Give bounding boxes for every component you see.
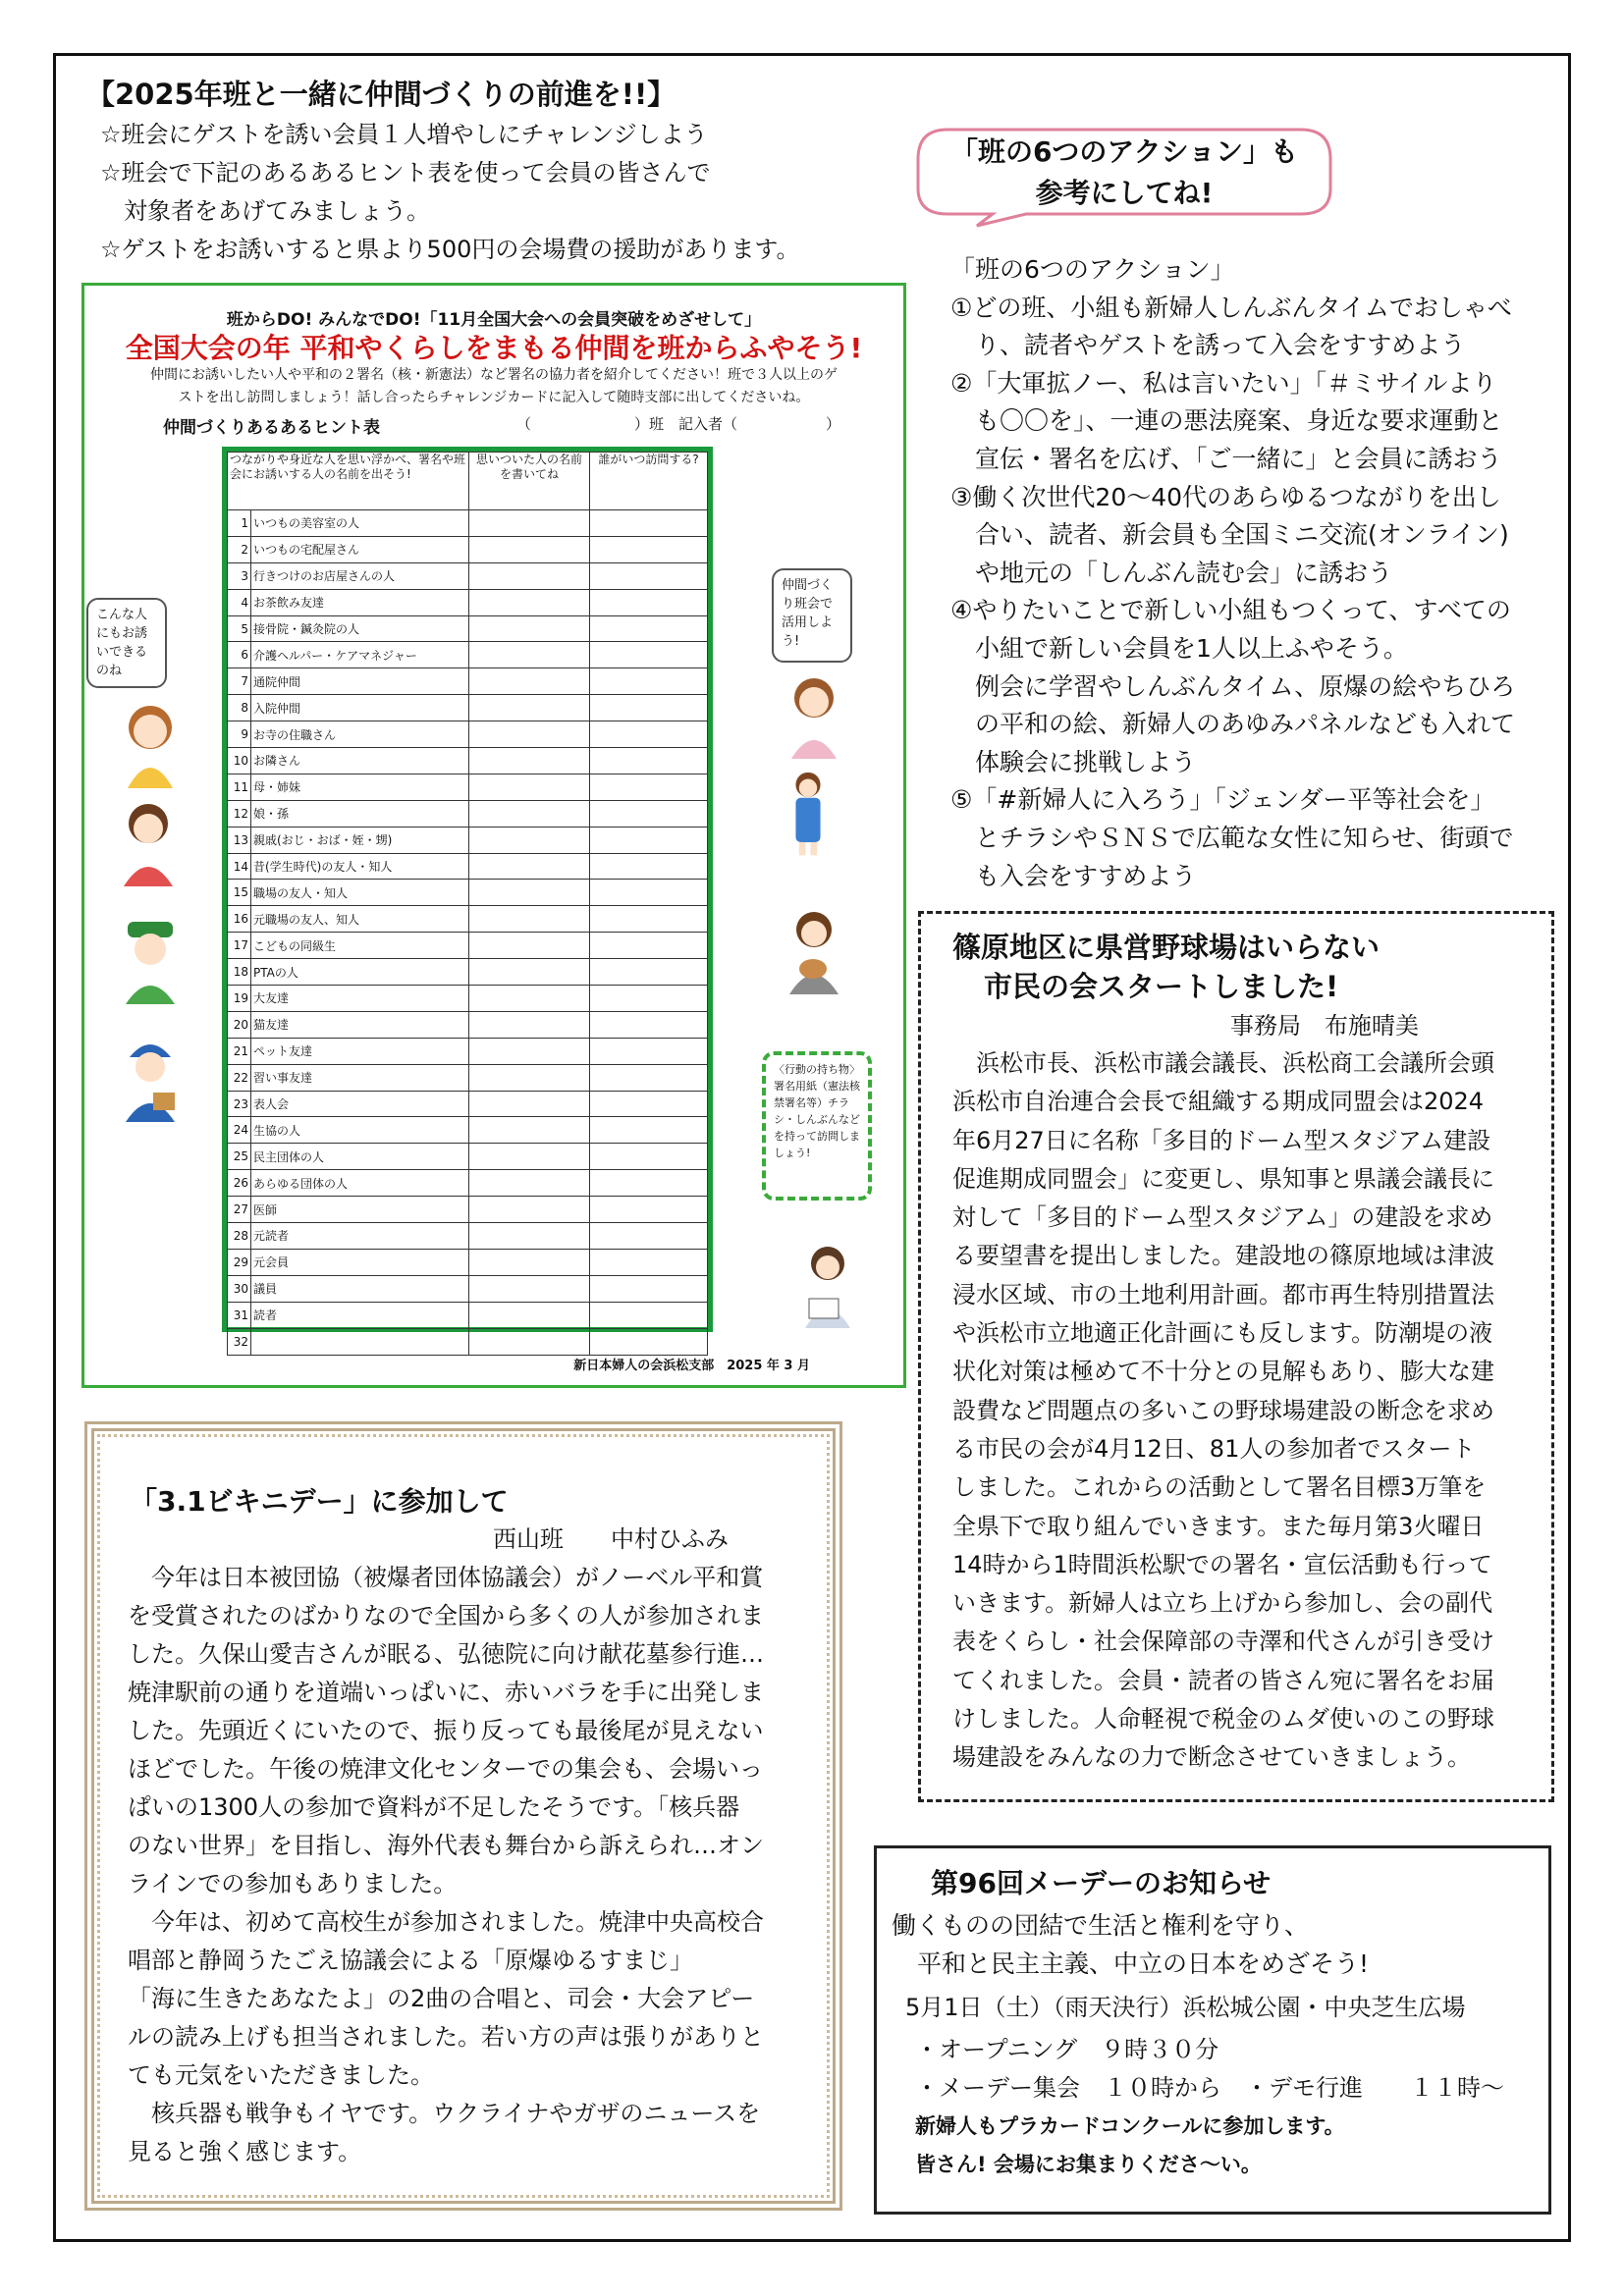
intro-line: ☆班会にゲストを誘い会員１人増やしにチャレンジしよう [100, 121, 708, 148]
mayday-body [892, 1906, 1504, 2184]
row-name-cell[interactable] [469, 721, 590, 748]
header-prompt: つながりや身近な人を思い浮かべ、署名や班会にお誘いする人の名前を出そう! [228, 453, 469, 510]
row-category: お隣さん [251, 748, 469, 774]
row-number: 21 [228, 1038, 251, 1064]
table-row [228, 615, 708, 642]
row-number: 23 [228, 1091, 251, 1117]
row-number: 9 [228, 721, 251, 748]
action-line: 例会に学習やしんぶんタイム、原爆の絵やちひろ [950, 671, 1516, 701]
row-name-cell[interactable] [469, 1249, 590, 1275]
reading-person-illustration-icon [791, 1238, 864, 1328]
woman-illustration-icon [778, 668, 850, 759]
row-category: 娘・孫 [251, 800, 469, 827]
row-name-cell[interactable] [469, 642, 590, 668]
row-visit-cell[interactable] [590, 1223, 708, 1250]
table-row [228, 1223, 708, 1250]
row-number: 14 [228, 853, 251, 880]
row-visit-cell[interactable] [590, 933, 708, 959]
row-name-cell[interactable] [469, 959, 590, 986]
row-visit-cell[interactable] [590, 536, 708, 562]
mayday-schedule: ・メーデー集会 １０時から ・デモ行進 １１時～ [915, 2074, 1504, 2102]
table-row [228, 1091, 708, 1117]
bikini-line: ぱいの1300人の参加で資料が不足したそうです。「核兵器 [128, 1793, 740, 1821]
row-category: ペット友達 [251, 1038, 469, 1064]
row-visit-cell[interactable] [590, 642, 708, 668]
bikini-line: ラインでの参加もありました。 [128, 1870, 458, 1897]
row-category: 親戚(おじ・おば・姪・甥) [251, 827, 469, 853]
table-row [228, 668, 708, 695]
table-row [228, 1117, 708, 1144]
action-line: ②「大軍拡ノー、私は言いたい」「＃ミサイルより [950, 368, 1497, 398]
shinohara-line: や浜松市立地適正化計画にも反します。防潮堤の液 [952, 1319, 1493, 1348]
row-name-cell[interactable] [469, 1064, 590, 1091]
speech-bubble-right [772, 568, 852, 663]
delivery-worker-illustration-icon [114, 1032, 187, 1122]
mayday-schedule: ・オープニング ９時３０分 [915, 2036, 1219, 2063]
shinohara-line: 促進期成同盟会」に変更し、県知事と県議会議長に [952, 1164, 1494, 1193]
table-row [228, 1038, 708, 1064]
row-name-cell[interactable] [469, 589, 590, 615]
row-category: 接骨院・鍼灸院の人 [251, 615, 469, 642]
row-visit-cell[interactable] [590, 827, 708, 853]
row-visit-cell[interactable] [590, 562, 708, 589]
row-visit-cell[interactable] [590, 510, 708, 537]
row-visit-cell[interactable] [590, 1275, 708, 1302]
shinohara-title: 篠原地区に県営野球場はいらない [952, 931, 1380, 964]
table-row [228, 1328, 708, 1355]
intro-lines [100, 116, 799, 269]
table-row [228, 959, 708, 986]
table-row [228, 1144, 708, 1170]
shinohara-line: てくれました。会員・読者の皆さん宛に署名をお届 [952, 1666, 1494, 1694]
bikini-line: ルの読み上げも担当されました。若い方の声は張りがありと [128, 2023, 764, 2051]
row-number: 8 [228, 695, 251, 721]
hint-sheet [81, 283, 906, 1388]
row-name-cell[interactable] [469, 880, 590, 906]
row-name-cell[interactable] [469, 1275, 590, 1302]
bikini-line: 今年は日本被団協（被爆者団体協議会）がノーベル平和賞 [128, 1564, 764, 1591]
row-number: 16 [228, 906, 251, 933]
table-row [228, 880, 708, 906]
row-category: 民主団体の人 [251, 1144, 469, 1170]
table-row [228, 933, 708, 959]
row-visit-cell[interactable] [590, 880, 708, 906]
row-name-cell[interactable] [469, 1170, 590, 1197]
items-bubble [762, 1051, 872, 1201]
mayday-slogan: 働くものの団結で生活と権利を守り、 [892, 1911, 1310, 1940]
speech-bubble-text: こんな人にもお誘いできるのね [96, 608, 148, 678]
row-category [251, 1328, 469, 1355]
row-visit-cell[interactable] [590, 906, 708, 933]
bikini-author: 西山班 中村ひふみ [493, 1525, 729, 1553]
row-number: 17 [228, 933, 251, 959]
row-name-cell[interactable] [469, 1091, 590, 1117]
row-name-cell[interactable] [469, 1302, 590, 1328]
row-category: 元読者 [251, 1223, 469, 1250]
row-number: 30 [228, 1275, 251, 1302]
row-category: 議員 [251, 1275, 469, 1302]
row-category: 習い事友達 [251, 1064, 469, 1091]
table-row [228, 1064, 708, 1091]
action-line: 合い、読者、新会員も全国ミニ交流(オンライン) [950, 520, 1509, 550]
row-number: 15 [228, 880, 251, 906]
action-bubble-line: 「班の6つのアクション」も [949, 135, 1299, 168]
action-line: ③働く次世代20～40代のあらゆるつながりを出し [950, 482, 1501, 511]
table-row [228, 721, 708, 748]
row-number: 2 [228, 536, 251, 562]
row-category: 母・姉妹 [251, 774, 469, 800]
row-number: 19 [228, 986, 251, 1012]
action-line: や地元の「しんぶん読む会」に誘おう [950, 558, 1393, 587]
shinohara-author: 事務局 布施晴美 [1230, 1012, 1419, 1040]
shinohara-line: 状化対策は極めて不十分との見解もあり、膨大な建 [952, 1358, 1494, 1386]
action-line: とチラシやＳＮＳで広範な女性に知らせ、街頭で [950, 823, 1514, 852]
row-category: 行きつけのお店屋さんの人 [251, 562, 469, 589]
row-category: PTAの人 [251, 959, 469, 986]
shinohara-subtitle: 市民の会スタートしました! [984, 970, 1339, 1003]
row-name-cell[interactable] [469, 853, 590, 880]
row-name-cell[interactable] [469, 933, 590, 959]
caregiver-illustration-icon [772, 767, 844, 857]
woman-with-dog-illustration-icon [778, 904, 850, 994]
row-name-cell[interactable] [469, 748, 590, 774]
row-name-cell[interactable] [469, 615, 590, 642]
action-line: ④やりたいことで新しい小組もつくって、すべての [950, 596, 1511, 625]
row-name-cell[interactable] [469, 510, 590, 537]
row-name-cell[interactable] [469, 668, 590, 695]
row-visit-cell[interactable] [590, 1117, 708, 1144]
row-name-cell[interactable] [469, 774, 590, 800]
action-bubble-text [908, 132, 1340, 214]
row-number: 5 [228, 615, 251, 642]
row-category: お茶飲み友達 [251, 589, 469, 615]
row-visit-cell[interactable] [590, 774, 708, 800]
action-line: も入会をすすめよう [950, 861, 1197, 890]
bikini-line: した。先頭近くにいたので、振り反っても最後尾が見えない [128, 1717, 764, 1744]
row-category: 医師 [251, 1197, 469, 1223]
row-category: 読者 [251, 1302, 469, 1328]
mayday-note: 新婦人もプラカードコンクールに参加します。 [915, 2114, 1345, 2138]
row-category: お寺の住職さん [251, 721, 469, 748]
action-line: も〇〇を」、一連の悪法廃案、身近な要求運動と [950, 406, 1503, 436]
bikini-line: を受賞されたのばかりなので全国から多くの人が参加されま [128, 1602, 764, 1629]
row-number: 13 [228, 827, 251, 853]
row-name-cell[interactable] [469, 1144, 590, 1170]
shinohara-line: 全県下で取り組んでいきます。また毎月第3火曜日 [952, 1512, 1485, 1540]
hint-sheet-headline: 全国大会の年 平和やくらしをまもる仲間を班からふやそう! [125, 332, 863, 364]
six-actions-list [950, 251, 1515, 895]
row-name-cell[interactable] [469, 695, 590, 721]
row-number: 1 [228, 510, 251, 537]
row-visit-cell[interactable] [590, 853, 708, 880]
row-number: 20 [228, 1011, 251, 1038]
row-name-cell[interactable] [469, 1117, 590, 1144]
shinohara-line: 浸水区域、市の土地利用計画。都市再生特別措置法 [952, 1280, 1494, 1308]
action-bubble-line: 参考にしてね! [1035, 177, 1214, 209]
row-number: 27 [228, 1197, 251, 1223]
row-name-cell[interactable] [469, 986, 590, 1012]
hint-sheet-instruction: ストを出し訪問しましょう！話し合ったらチャレンジカードに記入して随時支部に出してくださいね。 [178, 390, 810, 405]
row-name-cell[interactable] [469, 1197, 590, 1223]
table-row [228, 1302, 708, 1328]
bikini-title: 「3.1ビキニデー」に参加して [130, 1485, 509, 1518]
woman-illustration-icon [114, 698, 187, 788]
action-line: ①どの班、小組も新婦人しんぶんタイムでおしゃべ [950, 293, 1512, 322]
row-visit-cell[interactable] [590, 1328, 708, 1355]
table-row [228, 827, 708, 853]
woman-illustration-icon [112, 796, 185, 886]
row-visit-cell[interactable] [590, 959, 708, 986]
row-number: 11 [228, 774, 251, 800]
intro-title: 【2025年班と一緒に仲間づくりの前進を!!】 [86, 78, 677, 111]
table-row [228, 853, 708, 880]
row-category: こどもの同級生 [251, 933, 469, 959]
header-visit: 誰がいつ訪問する? [590, 453, 708, 510]
row-number: 31 [228, 1302, 251, 1328]
table-row [228, 906, 708, 933]
bikini-line: 見ると強く感じます。 [128, 2138, 362, 2165]
table-row [228, 774, 708, 800]
row-category: 元会員 [251, 1249, 469, 1275]
row-visit-cell[interactable] [590, 589, 708, 615]
bikini-line: のない世界」を目指し、海外代表も舞台から訴えられ…オン [128, 1832, 764, 1859]
shinohara-line: 浜松市長、浜松市議会議長、浜松商工会議所会頭 [952, 1049, 1494, 1077]
row-name-cell[interactable] [469, 1223, 590, 1250]
row-name-cell[interactable] [469, 1328, 590, 1355]
row-name-cell[interactable] [469, 906, 590, 933]
row-name-cell[interactable] [469, 1038, 590, 1064]
bikini-line: 焼津駅前の通りを道端いっぱいに、赤いバラを手に出発しま [128, 1679, 764, 1706]
table-row [228, 695, 708, 721]
intro-line: ☆班会で下記のあるあるヒント表を使って会員の皆さんで [100, 159, 711, 187]
action-line: 宣伝・署名を広げ、「ご一緒に」と会員に誘おう [950, 444, 1502, 473]
row-visit-cell[interactable] [590, 1038, 708, 1064]
table-row [228, 1275, 708, 1302]
bikini-line: ても元気をいただきました。 [128, 2061, 434, 2089]
row-visit-cell[interactable] [590, 615, 708, 642]
row-number: 7 [228, 668, 251, 695]
row-visit-cell[interactable] [590, 1064, 708, 1091]
row-category: 介護ヘルパー・ケアマネジャー [251, 642, 469, 668]
row-category: いつもの宅配屋さん [251, 536, 469, 562]
row-category: 大友達 [251, 986, 469, 1012]
bikini-line: 唱部と静岡うたごえ協議会による「原爆ゆるすまじ」 [128, 1947, 693, 1974]
row-number: 26 [228, 1170, 251, 1197]
header-names: 思いついた人の名前を書いてね [469, 453, 590, 510]
shinohara-line: る市民の会が4月12日、81人の参加者でスタート [952, 1434, 1476, 1463]
items-bubble-text: 〈行動の持ち物〉署名用紙（憲法核禁署名等）チラシ・しんぶんなどを持って訪問しましょう! [774, 1063, 860, 1159]
bikini-line: 今年は、初めて高校生が参加されました。焼津中央高校合 [128, 1908, 764, 1936]
row-visit-cell[interactable] [590, 748, 708, 774]
hint-table-meta: （ ）班 記入者（ ） [516, 415, 841, 433]
row-number: 25 [228, 1144, 251, 1170]
row-visit-cell[interactable] [590, 1249, 708, 1275]
bikini-line: 核兵器も戦争もイヤです。ウクライナやガザのニュースを [128, 2100, 761, 2127]
row-number: 32 [228, 1328, 251, 1355]
mayday-title: 第96回メーデーのお知らせ [931, 1867, 1272, 1899]
row-category: 表人会 [251, 1091, 469, 1117]
row-number: 28 [228, 1223, 251, 1250]
table-row [228, 536, 708, 562]
row-category: いつもの美容室の人 [251, 510, 469, 537]
row-number: 6 [228, 642, 251, 668]
table-row [228, 1249, 708, 1275]
bikini-body [128, 1559, 764, 2171]
shinohara-line: けしました。人命軽視で税金のムダ使いのこの野球 [952, 1705, 1494, 1734]
row-visit-cell[interactable] [590, 668, 708, 695]
row-visit-cell[interactable] [590, 721, 708, 748]
row-name-cell[interactable] [469, 536, 590, 562]
action-line: ⑤「#新婦人に入ろう」「ジェンダー平等社会を」 [950, 785, 1495, 815]
action-line: り、読者やゲストを誘って入会をすすめよう [950, 331, 1466, 360]
row-name-cell[interactable] [469, 562, 590, 589]
hint-table-frame [222, 447, 713, 1349]
hint-sheet-instruction: 仲間にお誘いしたい人や平和の２署名（核・新憲法）など署名の協力者を紹介してください！班で３人以上のゲ [150, 367, 838, 383]
row-visit-cell[interactable] [590, 1011, 708, 1038]
row-number: 3 [228, 562, 251, 589]
shinohara-line: 場建設をみんなの力で断念させていきましょう。 [952, 1743, 1471, 1772]
row-number: 22 [228, 1064, 251, 1091]
speech-bubble-left [86, 598, 167, 688]
table-row [228, 986, 708, 1012]
shinohara-line: 浜松市自治連合会長で組織する期成同盟会は2024 [952, 1088, 1485, 1116]
row-number: 29 [228, 1249, 251, 1275]
shinohara-line: 年6月27日に名称「多目的ドーム型スタジアム建設 [952, 1126, 1491, 1154]
row-number: 24 [228, 1117, 251, 1144]
table-row [228, 1197, 708, 1223]
hint-table-header [228, 453, 708, 510]
row-name-cell[interactable] [469, 827, 590, 853]
row-visit-cell[interactable] [590, 800, 708, 827]
shinohara-line: いきます。新婦人は立ち上げから参加し、会の副代 [952, 1589, 1493, 1618]
mayday-date-place: 5月1日（土）（雨天決行）浜松城公園・中央芝生広場 [905, 1994, 1466, 2021]
table-row [228, 510, 708, 537]
row-category: 入院仲間 [251, 695, 469, 721]
hint-table [227, 452, 708, 1356]
table-row [228, 1170, 708, 1197]
row-visit-cell[interactable] [590, 986, 708, 1012]
shinohara-line: る要望書を提出しました。建設地の篠原地域は津波 [952, 1242, 1494, 1270]
row-visit-cell[interactable] [590, 695, 708, 721]
shinohara-line: 対して「多目的ドーム型スタジアム」の建設を求め [952, 1203, 1493, 1232]
mayday-note: 皆さん! 会場にお集まりくださ～い。 [915, 2153, 1262, 2176]
table-row [228, 642, 708, 668]
shinohara-line: 14時から1時間浜松駅での署名・宣伝活動も行って [952, 1550, 1492, 1578]
row-category: 昔(学生時代)の友人・知人 [251, 853, 469, 880]
row-name-cell[interactable] [469, 1011, 590, 1038]
row-category: 生協の人 [251, 1117, 469, 1144]
row-category: 元職場の友人、知人 [251, 906, 469, 933]
row-category: 職場の友人・知人 [251, 880, 469, 906]
intro-line: 対象者をあげてみましょう。 [100, 197, 430, 225]
row-visit-cell[interactable] [590, 1144, 708, 1170]
row-category: 猫友達 [251, 1011, 469, 1038]
bikini-line: 「海に生きたあなたよ」の2曲の合唱と、司会・大会アピー [128, 1985, 755, 2012]
shinohara-line: しました。これからの活動として署名目標3万筆を [952, 1473, 1487, 1502]
row-visit-cell[interactable] [590, 1091, 708, 1117]
shinohara-line: 設費など問題点の多いこの野球場建設の断念を求め [952, 1396, 1494, 1424]
table-row [228, 589, 708, 615]
row-category: 通院仲間 [251, 668, 469, 695]
row-category: あらゆる団体の人 [251, 1170, 469, 1197]
action-line: 「班の6つのアクション」 [950, 255, 1235, 284]
hint-sheet-slogan: 班からDO! みんなでDO!「11月全国大会への会員突破をめざせして」 [226, 310, 762, 330]
action-line: 小組で新しい会員を1人以上ふやそう。 [950, 633, 1408, 663]
bikini-line: ほどでした。午後の焼津文化センターでの集会も、会場いっ [128, 1755, 764, 1783]
hint-sheet-footer: 新日本婦人の会浜松支部 2025 年 3 月 [573, 1359, 810, 1373]
row-number: 12 [228, 800, 251, 827]
row-number: 10 [228, 748, 251, 774]
intro-line: ☆ゲストをお誘いすると県より500円の会場費の援助があります。 [100, 236, 800, 263]
mayday-slogan: 平和と民主主義、中立の日本をめざそう! [917, 1949, 1370, 1978]
action-speech-bubble [908, 120, 1340, 228]
shinohara-body [952, 1044, 1494, 1778]
action-line: の平和の絵、新婦人のあゆみパネルなども入れて [950, 710, 1516, 739]
speech-bubble-text: 仲間づくり班会で活用しよう! [782, 578, 834, 649]
table-row [228, 562, 708, 589]
row-name-cell[interactable] [469, 800, 590, 827]
hint-table-title: 仲間づくりあるあるヒント表 [163, 418, 380, 438]
table-row [228, 1011, 708, 1038]
row-visit-cell[interactable] [590, 1170, 708, 1197]
row-visit-cell[interactable] [590, 1197, 708, 1223]
row-visit-cell[interactable] [590, 1302, 708, 1328]
table-row [228, 748, 708, 774]
bikini-line: した。久保山愛吉さんが眠る、弘徳院に向け献花墓参行進… [128, 1640, 764, 1668]
row-number: 18 [228, 959, 251, 986]
row-number: 4 [228, 589, 251, 615]
table-row [228, 800, 708, 827]
store-clerk-illustration-icon [114, 914, 187, 1004]
shinohara-line: 表をくらし・社会保障部の寺澤和代さんが引き受け [952, 1628, 1494, 1656]
action-line: 体験会に挑戦しよう [950, 747, 1197, 776]
